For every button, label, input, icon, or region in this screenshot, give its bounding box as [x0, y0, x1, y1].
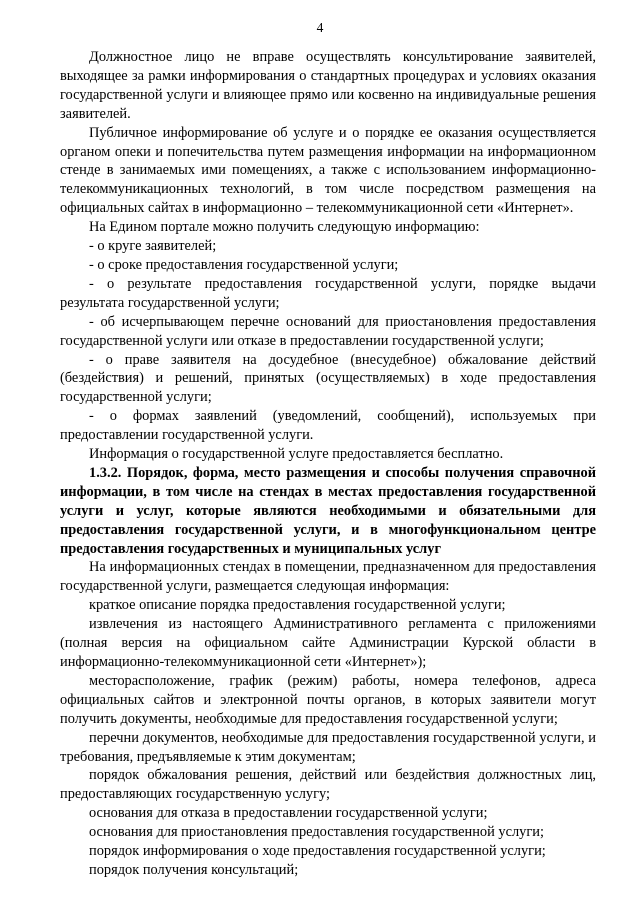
list-item: порядок обжалования решения, действий или бездействия должностных лиц, предоставляющих государственную услугу;	[60, 767, 596, 803]
paragraph-free-info: Информация о государственной услуге предоставляется бесплатно.	[89, 446, 504, 463]
paragraph-stand-intro: На информационных стендах в помещении, предназначенном для предоставления государственной услуги, размещается следующая информация:	[60, 559, 596, 595]
list-item: - о сроке предоставления государственной услуги;	[89, 256, 399, 273]
list-item: основания для отказа в предоставлении государственной услуги;	[89, 805, 488, 822]
paragraph-portal-intro: На Едином портале можно получить следующую информацию:	[89, 219, 480, 236]
list-item: - о результате предоставления государственной услуги, порядке выдачи результата государственной услуги;	[60, 275, 596, 311]
paragraph-public-informing: Публичное информирование об услуге и о порядке ее оказания осуществляется органом опеки и попечительства путем размещения информации на информационном стенде в занимаемых ими помещениях, а также с использованием информационно-телекоммуникационных технологий, в том числе посредством размещения на официальных сайтах в информационно – телекоммуникационной сети «Интернет».	[60, 124, 596, 217]
list-item: извлечения из настоящего Административного регламента с приложениями (полная версия на официальном сайте Администрации Курской области в информационно-телекоммуникационной сети «Интернет»);	[60, 616, 596, 670]
list-item: основания для приостановления предоставления государственной услуги;	[89, 824, 544, 841]
section-heading: 1.3.2. Порядок, форма, место размещения и способы получения справочной информации, в том числе на стендах в местах предоставления государственной услуги и услуг, которые являются необходимыми и обязательными для предоставления государственной услуги, и в многофункциональном центре предоставления государственных и муниципальных услуг	[60, 464, 596, 557]
list-item: краткое описание порядка предоставления государственной услуги;	[89, 597, 506, 614]
portal-info-list	[60, 237, 596, 445]
stand-info-list	[60, 596, 596, 880]
list-item: порядок информирования о ходе предоставления государственной услуги;	[89, 843, 546, 860]
list-item: - о формах заявлений (уведомлений, сообщений), используемых при предоставлении государственной услуги.	[60, 408, 596, 444]
list-item: - об исчерпывающем перечне оснований для приостановления предоставления государственной услуги или отказе в предоставлении государственной услуги;	[60, 313, 596, 349]
list-item: - о круге заявителей;	[89, 238, 217, 255]
list-item: - о праве заявителя на досудебное (внесудебное) обжалование действий (бездействия) и решений, принятых (осуществляемых) в ходе предоставления государственной услуги;	[60, 351, 596, 406]
list-item: месторасположение, график (режим) работы, номера телефонов, адреса официальных сайтов и электронной почты органов, в которых заявители могут получить документы, необходимые для предоставления государственной услуги;	[60, 672, 596, 727]
list-item: порядок получения консультаций;	[89, 861, 299, 878]
paragraph-consulting-limits: Должностное лицо не вправе осуществлять консультирование заявителей, выходящее за рамки информирования о стандартных процедурах и условиях оказания государственной услуги и влияющее прямо или косвенно на индивидуальные решения заявителей.	[60, 49, 596, 122]
document-body	[60, 48, 596, 880]
page-number: 4	[316, 20, 324, 35]
list-item: перечни документов, необходимые для предоставления государственной услуги, и требования, предъявляемые к этим документам;	[60, 729, 596, 765]
